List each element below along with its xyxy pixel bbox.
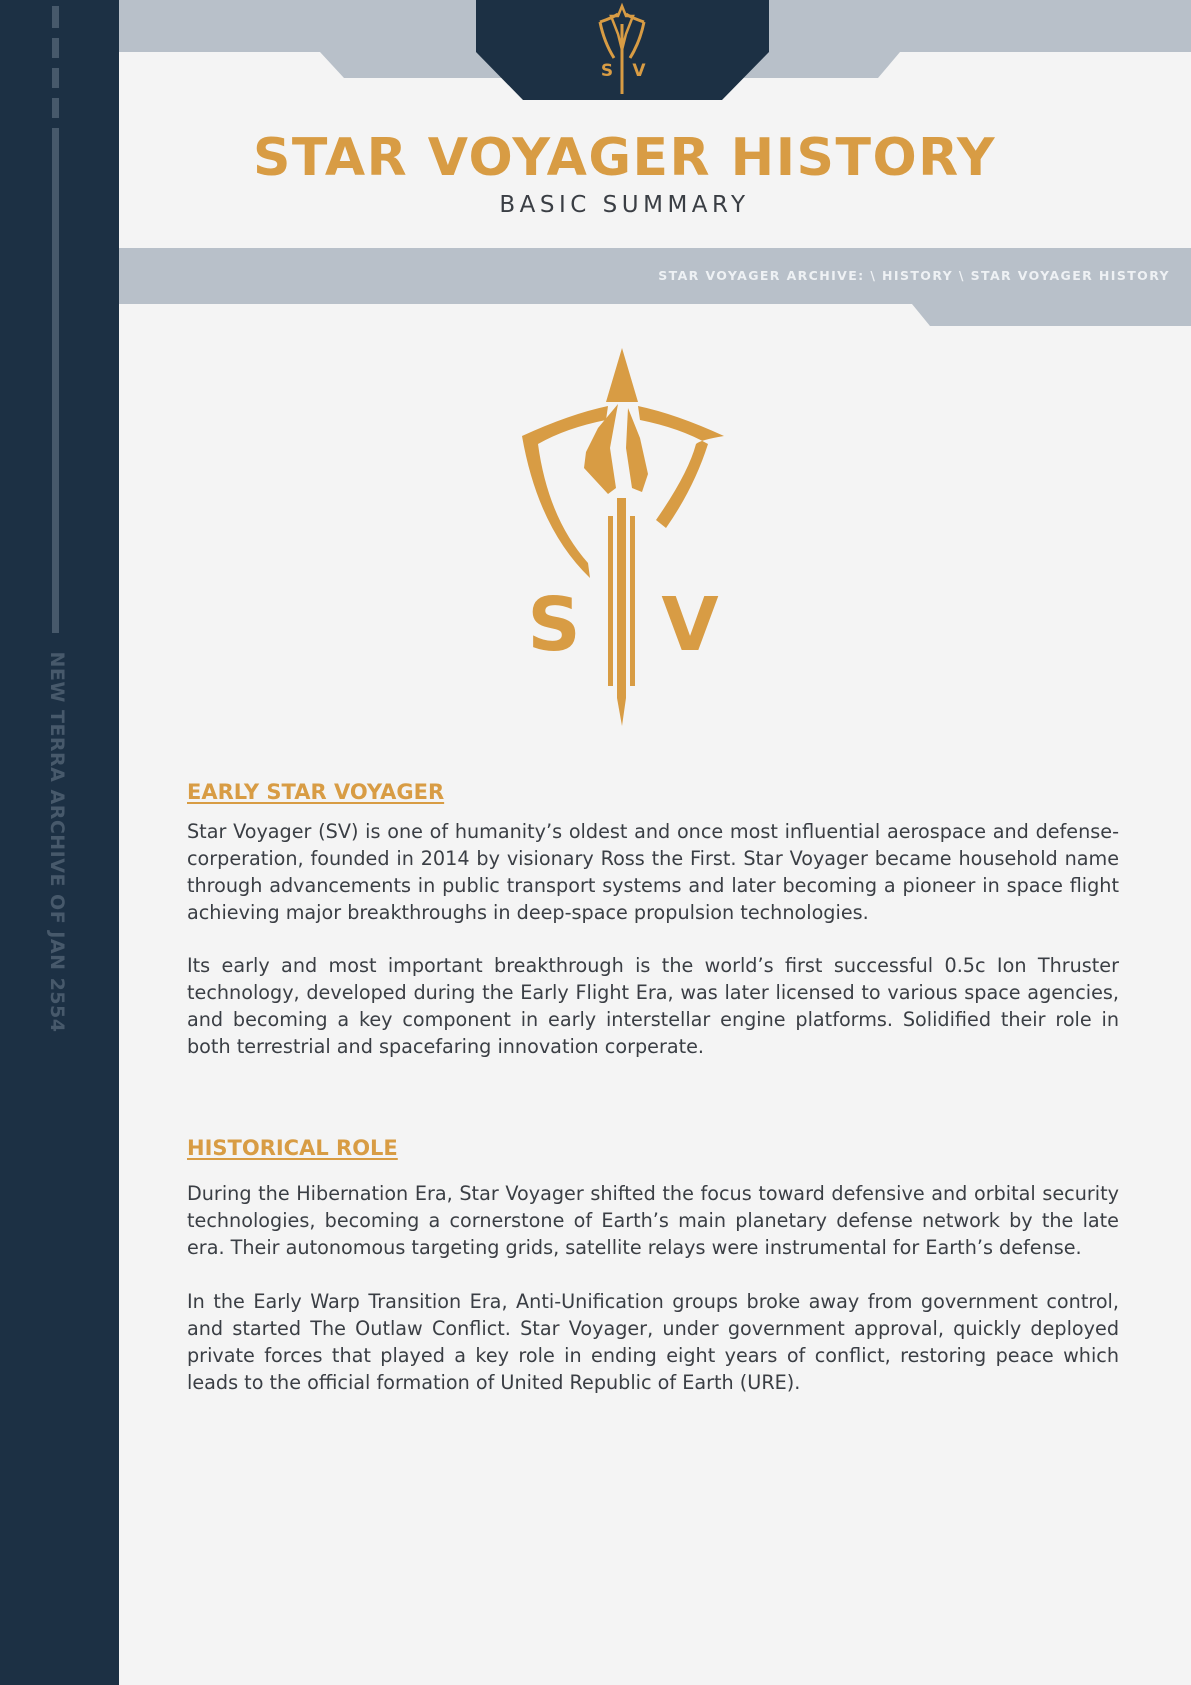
section-historical-role [187, 1136, 1119, 1160]
header-emblem-letter-s: S [600, 61, 614, 81]
section-early-star-voyager [187, 780, 1119, 804]
paragraph: Its early and most important breakthrough is the world’s first successful 0.5c Ion Thruster technology, developed during the Early Flight Era, was later licensed to various space agencies, and becoming a key component in early interstellar engine platforms. Solidified their role in both terrestrial and spacefaring innovation corperate. [187, 954, 1119, 1058]
section-historical-paragraph-1 [187, 1180, 1119, 1261]
section-early-paragraph-1 [187, 818, 1119, 926]
paragraph: In the Early Warp Transition Era, Anti-Unification groups broke away from government control, and started The Outlaw Conflict. Star Voyager, under government approval, quickly deployed private forces that played a key role in ending eight years of conflict, restoring peace which leads to the official formation of United Republic of Earth (URE). [187, 1290, 1119, 1394]
page-subtitle: BASIC SUMMARY [499, 192, 750, 218]
logo-letter-v: V [661, 582, 719, 668]
header-emblem-letter-v: V [632, 61, 646, 81]
section-heading: EARLY STAR VOYAGER [187, 780, 445, 804]
logo-letter-s: S [527, 582, 581, 668]
paragraph: Star Voyager (SV) is one of humanity’s oldest and once most influential aerospace and defense-corperation, founded in 2014 by visionary Ross the First. Star Voyager became household name through advancements in public transport systems and later becoming a pioneer in space flight achieving major breakthroughs in deep-space propulsion technologies. [187, 820, 1119, 924]
paragraph: During the Hibernation Era, Star Voyager shifted the focus toward defensive and orbital security technologies, becoming a cornerstone of Earth’s main planetary defense network by the late era. Their autonomous targeting grids, satellite relays were instrumental for Earth’s defense. [187, 1182, 1119, 1259]
trident-shield-icon [518, 348, 728, 728]
breadcrumb-decoration [0, 0, 1191, 330]
section-historical-paragraph-2 [187, 1288, 1119, 1396]
sidebar-archive-label: NEW TERRA ARCHIVE OF JAN 2554 [46, 651, 68, 1033]
breadcrumb: STAR VOYAGER ARCHIVE: \ HISTORY \ STAR VOYAGER HISTORY [658, 268, 1170, 283]
page-title: STAR VOYAGER HISTORY [252, 128, 997, 188]
section-early-paragraph-2 [187, 952, 1119, 1060]
section-heading: HISTORICAL ROLE [187, 1136, 398, 1160]
